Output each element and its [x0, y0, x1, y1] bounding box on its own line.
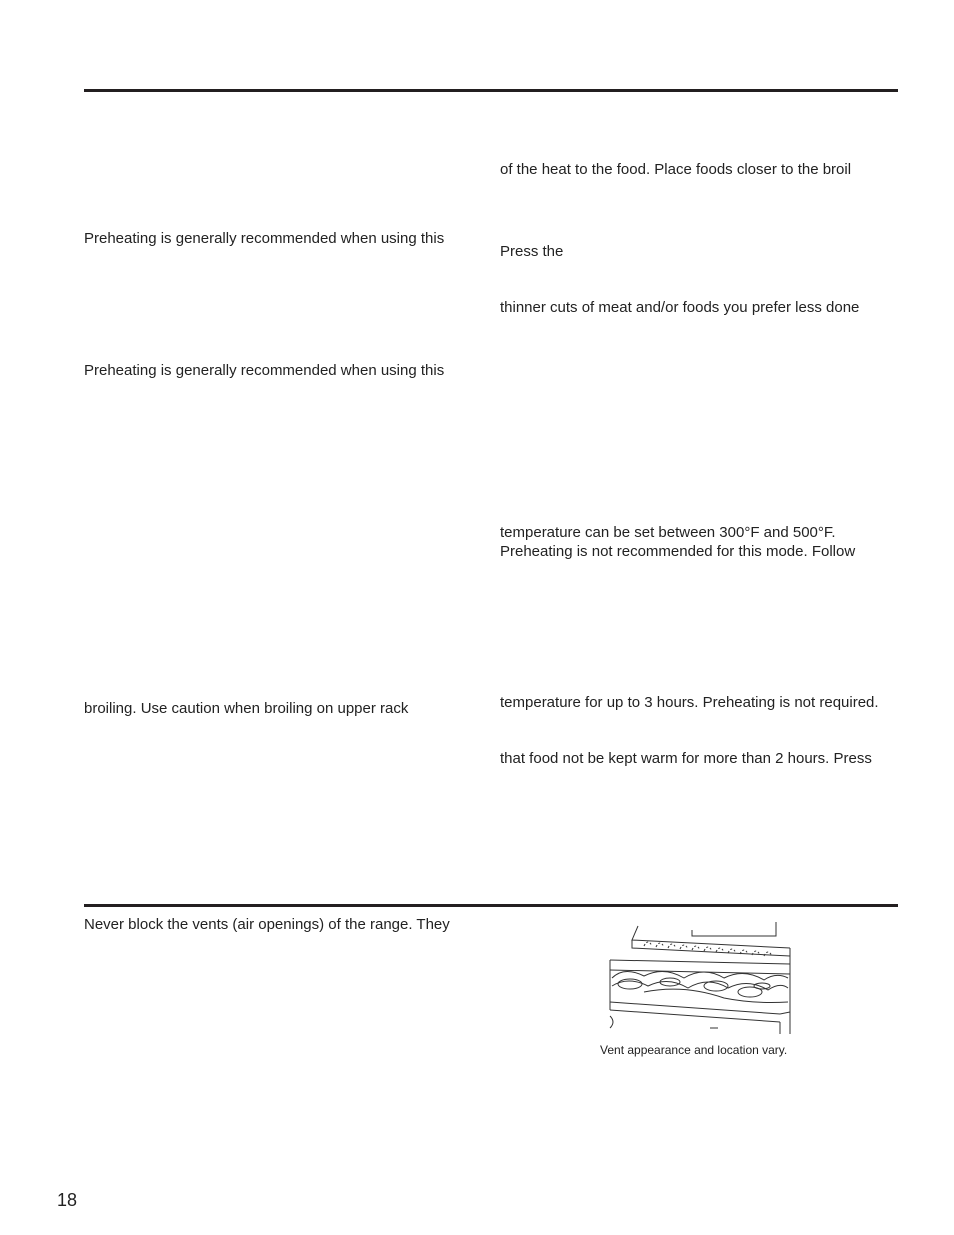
page-number: 18 — [57, 1190, 78, 1210]
body-text-line: temperature for up to 3 hours. Preheating is not required. — [500, 694, 879, 711]
top-rule — [84, 89, 898, 92]
body-text-line: Press the — [500, 243, 564, 260]
figure-caption: Vent appearance and location vary. — [600, 1043, 788, 1057]
body-text-line: temperature can be set between 300°F and 500°F. — [500, 524, 836, 541]
body-text-line: of the heat to the food. Place foods closer to the broil — [500, 161, 852, 178]
range-vent-illustration — [604, 918, 794, 1038]
body-text-line: broiling. Use caution when broiling on upper rack — [84, 700, 409, 717]
body-text-line: Preheating is generally recommended when using this — [84, 230, 445, 247]
vents-text: Never block the vents (air openings) of the range. They — [84, 916, 450, 933]
body-text-line: thinner cuts of meat and/or foods you prefer less done — [500, 299, 860, 316]
section-rule — [84, 904, 898, 907]
body-text-line: Preheating is not recommended for this mode. Follow — [500, 543, 856, 560]
body-text-line: Preheating is generally recommended when using this — [84, 362, 445, 379]
body-text-line: that food not be kept warm for more than 2 hours. Press — [500, 750, 872, 767]
